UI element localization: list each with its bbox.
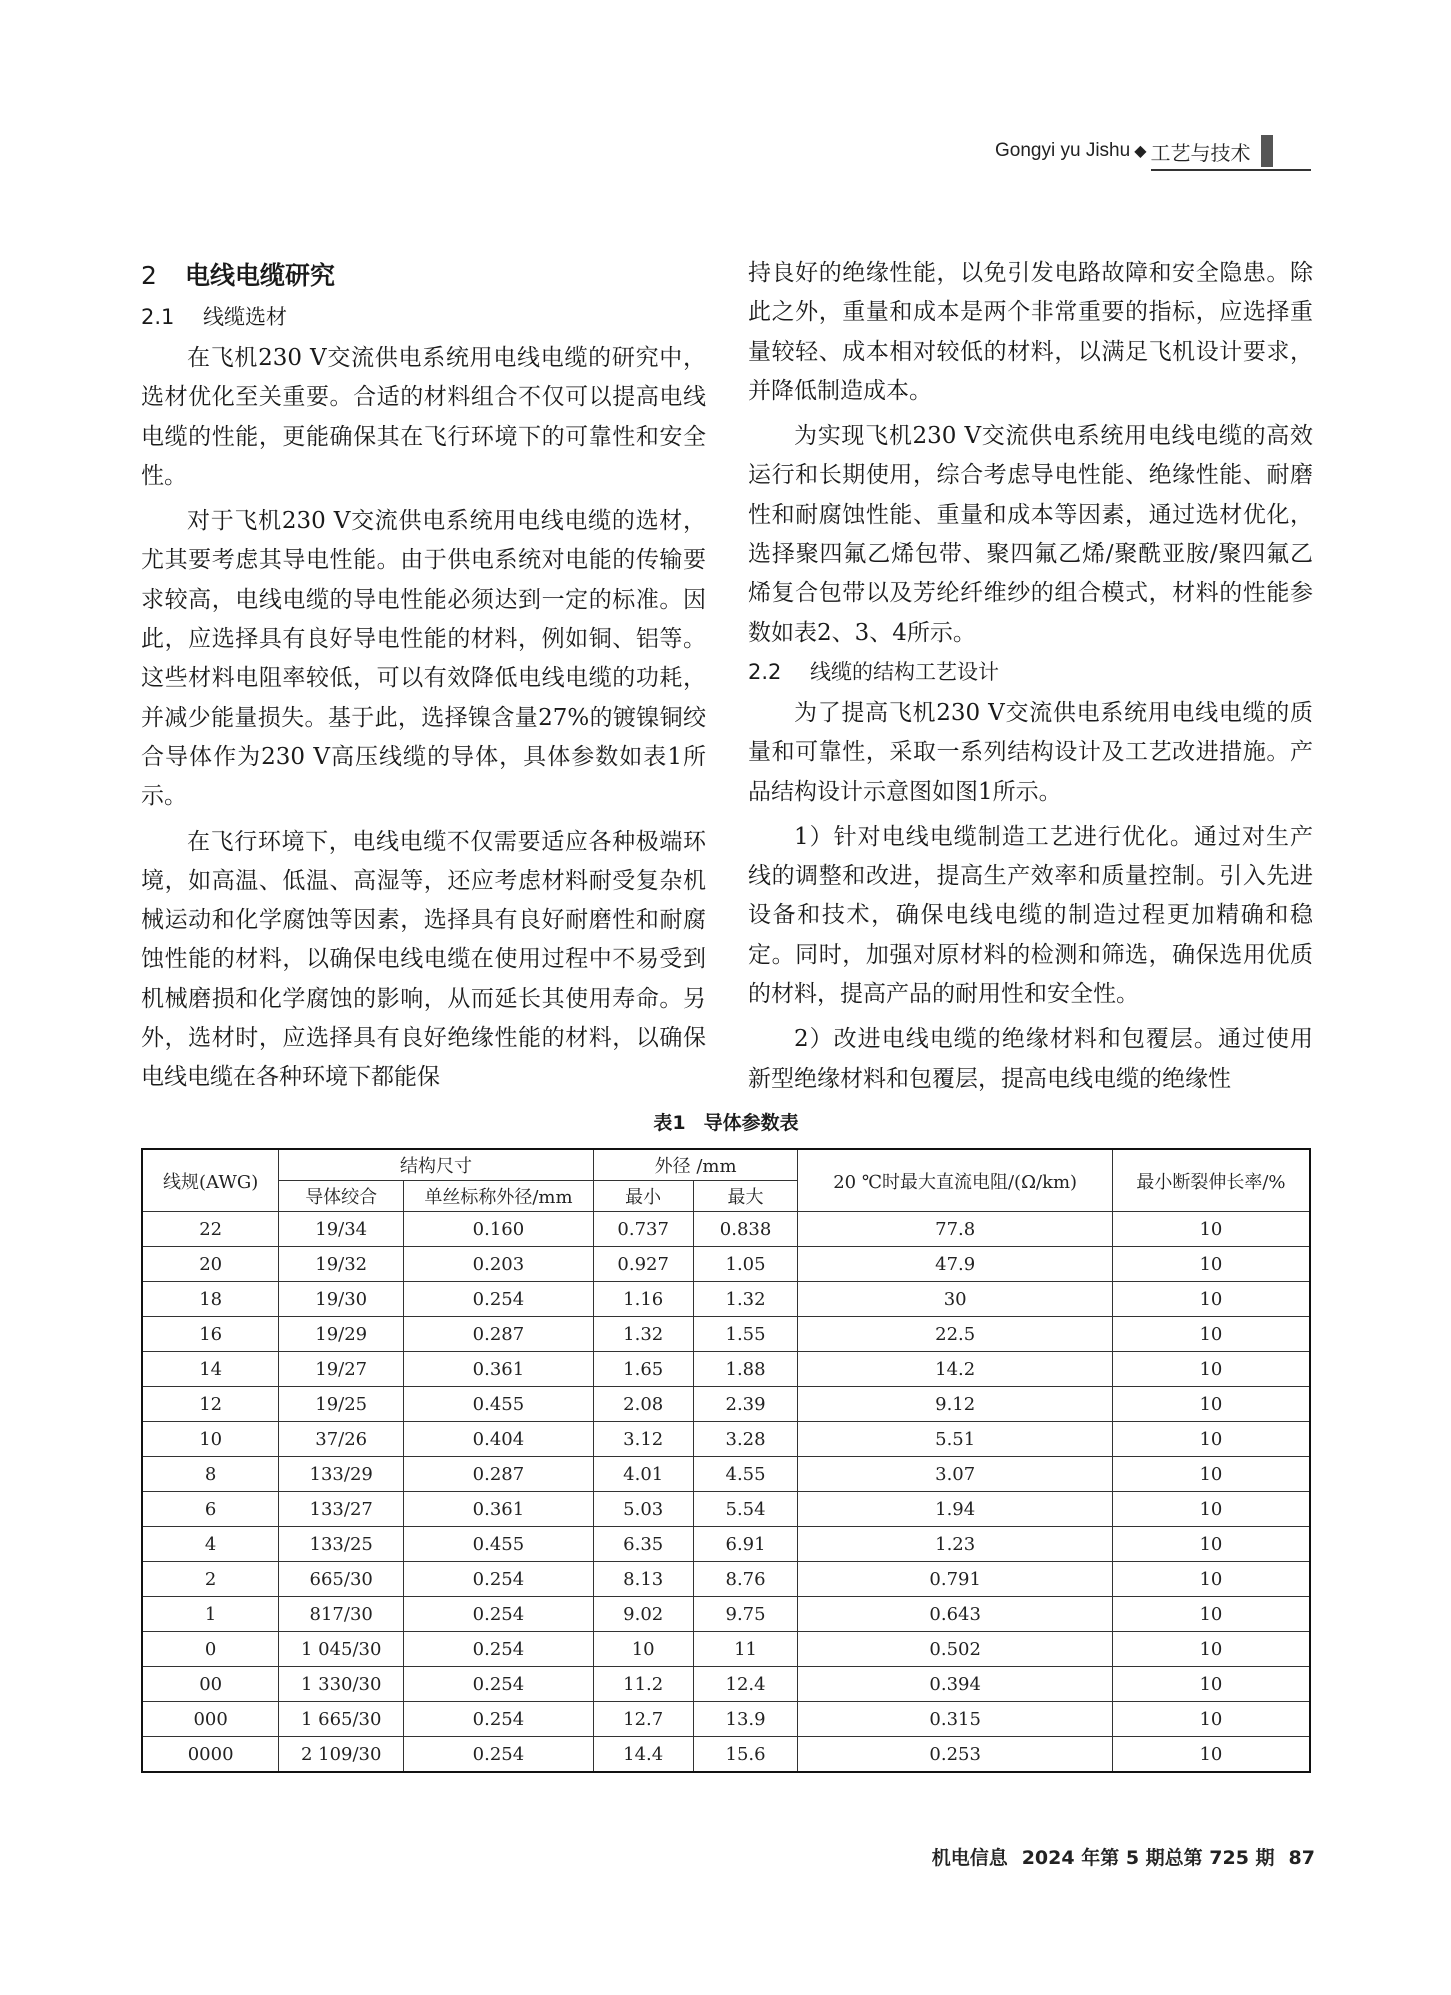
- table-cell: 0.253: [798, 1737, 1112, 1773]
- table-cell: 0.287: [404, 1317, 594, 1352]
- left-column: [141, 254, 706, 1098]
- table-cell: 5.54: [693, 1492, 798, 1527]
- table-cell: 19/29: [279, 1317, 404, 1352]
- table-row: [142, 1527, 1310, 1562]
- subsection-heading-2-1: [141, 298, 706, 337]
- table-cell: 10: [1112, 1597, 1310, 1632]
- table-cell: 10: [1112, 1737, 1310, 1773]
- table-cell: 22.5: [798, 1317, 1112, 1352]
- table-cell: 6.35: [593, 1527, 693, 1562]
- table-cell: 0.502: [798, 1632, 1112, 1667]
- table-cell: 0: [142, 1632, 279, 1667]
- table-cell: 0.455: [404, 1527, 594, 1562]
- table-cell: 14.2: [798, 1352, 1112, 1387]
- table-row: [142, 1632, 1310, 1667]
- table-cell: 9.12: [798, 1387, 1112, 1422]
- table-cell: 817/30: [279, 1597, 404, 1632]
- header-strand: 导体绞合: [279, 1181, 404, 1212]
- table-cell: 1.94: [798, 1492, 1112, 1527]
- subsection-title: 线缆的结构工艺设计: [810, 659, 999, 684]
- subsection-number: 2.2: [748, 659, 782, 684]
- section-number: 2: [141, 261, 157, 290]
- table-cell: 1: [142, 1597, 279, 1632]
- table-cell: 3.28: [693, 1422, 798, 1457]
- table-cell: 20: [142, 1247, 279, 1282]
- table-cell: 8.13: [593, 1562, 693, 1597]
- table-row: [142, 1597, 1310, 1632]
- paragraph: 在飞行环境下，电线电缆不仅需要适应各种极端环境，如高温、低温、高湿等，还应考虑材料耐受复杂机械运动和化学腐蚀等因素，选择具有良好耐磨性和耐腐蚀性能的材料，以确保电线电缆在使用过程中不易受到机械磨损和化学腐蚀的影响，从而延长其使用寿命。另外，选材时，应选择具有良好绝缘性能的材料，以确保电线电缆在各种环境下都能保: [141, 828, 706, 1091]
- right-column: [748, 254, 1313, 1099]
- table-cell: 10: [1112, 1632, 1310, 1667]
- page-footer: [880, 1843, 1315, 1870]
- table-cell: 2.08: [593, 1387, 693, 1422]
- paragraph: 2）改进电线电缆的绝缘材料和包覆层。通过使用新型绝缘材料和包覆层，提高电线电缆的绝缘性: [748, 1026, 1313, 1092]
- table-cell: 12.7: [593, 1702, 693, 1737]
- table-row: [142, 1422, 1310, 1457]
- table-cell: 0.404: [404, 1422, 594, 1457]
- table-cell: 1.88: [693, 1352, 798, 1387]
- table-cell: 0.361: [404, 1492, 594, 1527]
- table-cell: 0.394: [798, 1667, 1112, 1702]
- subsection-heading-2-2: [748, 653, 1313, 692]
- table-cell: 00: [142, 1667, 279, 1702]
- table-cell: 1.16: [593, 1282, 693, 1317]
- table-cell: 1 665/30: [279, 1702, 404, 1737]
- table-cell: 1 330/30: [279, 1667, 404, 1702]
- table-cell: 0.254: [404, 1737, 594, 1773]
- table-cell: 16: [142, 1317, 279, 1352]
- running-head-pinyin: Gongyi yu Jishu: [995, 140, 1131, 161]
- table-cell: 10: [1112, 1352, 1310, 1387]
- table-cell: 19/30: [279, 1282, 404, 1317]
- table-cell: 0.315: [798, 1702, 1112, 1737]
- table-cell: 4.55: [693, 1457, 798, 1492]
- table-cell: 000: [142, 1702, 279, 1737]
- table-cell: 10: [1112, 1317, 1310, 1352]
- table-row: [142, 1737, 1310, 1773]
- table-cell: 10: [1112, 1527, 1310, 1562]
- table-cell: 47.9: [798, 1247, 1112, 1282]
- table-cell: 10: [1112, 1387, 1310, 1422]
- table-cell: 10: [1112, 1212, 1310, 1247]
- table-cell: 10: [1112, 1422, 1310, 1457]
- table-cell: 3.07: [798, 1457, 1112, 1492]
- page-number: 87: [1288, 1847, 1315, 1869]
- table-cell: 1.32: [593, 1317, 693, 1352]
- table-cell: 12: [142, 1387, 279, 1422]
- table-cell: 10: [142, 1422, 279, 1457]
- table-cell: 18: [142, 1282, 279, 1317]
- paragraph: 持良好的绝缘性能，以免引发电路故障和安全隐患。除此之外，重量和成本是两个非常重要的指标，应选择重量较轻、成本相对较低的材料，以满足飞机设计要求，并降低制造成本。: [748, 260, 1313, 404]
- table-cell: 14: [142, 1352, 279, 1387]
- table-body: [142, 1212, 1310, 1773]
- diamond-icon: ◆: [1134, 143, 1147, 160]
- paragraph: 在飞机230 V交流供电系统用电线电缆的研究中，选材优化至关重要。合适的材料组合不仅可以提高电线电缆的性能，更能确保其在飞行环境下的可靠性和安全性。: [141, 345, 706, 489]
- header-gauge: 线规(AWG): [142, 1149, 279, 1212]
- table-cell: 0.254: [404, 1667, 594, 1702]
- table-cell: 0000: [142, 1737, 279, 1773]
- table-cell: 19/32: [279, 1247, 404, 1282]
- header-bar-mark: [1261, 135, 1273, 167]
- header-resistance: 20 ℃时最大直流电阻/(Ω/km): [798, 1149, 1112, 1212]
- table-cell: 0.791: [798, 1562, 1112, 1597]
- table-cell: 0.254: [404, 1702, 594, 1737]
- table-row: [142, 1387, 1310, 1422]
- table-cell: 0.361: [404, 1352, 594, 1387]
- table-cell: 10: [1112, 1247, 1310, 1282]
- table-cell: 19/25: [279, 1387, 404, 1422]
- table-row: [142, 1562, 1310, 1597]
- table-cell: 1.55: [693, 1317, 798, 1352]
- table-cell: 10: [1112, 1667, 1310, 1702]
- table-cell: 665/30: [279, 1562, 404, 1597]
- table-cell: 19/27: [279, 1352, 404, 1387]
- table-cell: 10: [1112, 1492, 1310, 1527]
- issue-info: 2024 年第 5 期总第 725 期: [1021, 1847, 1275, 1869]
- header-outer-diameter: 外径 /mm: [593, 1149, 798, 1181]
- table-cell: 10: [1112, 1562, 1310, 1597]
- table-cell: 0.287: [404, 1457, 594, 1492]
- table-row: [142, 1282, 1310, 1317]
- paragraph: 为了提高飞机230 V交流供电系统用电线电缆的质量和可靠性，采取一系列结构设计及工艺改进措施。产品结构设计示意图如图1所示。: [748, 699, 1313, 805]
- table-cell: 10: [1112, 1457, 1310, 1492]
- header-rule: [1151, 169, 1311, 171]
- table-cell: 10: [1112, 1702, 1310, 1737]
- paragraph: 为实现飞机230 V交流供电系统用电线电缆的高效运行和长期使用，综合考虑导电性能、绝缘性能、耐磨性和耐腐蚀性能、重量和成本等因素，通过选材优化，选择聚四氟乙烯包带、聚四氟乙烯/聚酰亚胺/聚四氟乙烯复合包带以及芳纶纤维纱的组合模式，材料的性能参数如表2、3、4所示。: [748, 423, 1313, 646]
- running-head: [995, 134, 1315, 168]
- table-cell: 1 045/30: [279, 1632, 404, 1667]
- table-cell: 8.76: [693, 1562, 798, 1597]
- table-cell: 14.4: [593, 1737, 693, 1773]
- table-cell: 0.643: [798, 1597, 1112, 1632]
- table-cell: 133/25: [279, 1527, 404, 1562]
- table-cell: 4.01: [593, 1457, 693, 1492]
- table-cell: 11: [693, 1632, 798, 1667]
- table-cell: 10: [1112, 1282, 1310, 1317]
- table-cell: 30: [798, 1282, 1112, 1317]
- journal-name: 机电信息: [931, 1847, 1008, 1869]
- paragraph: 对于飞机230 V交流供电系统用电线电缆的选材，尤其要考虑其导电性能。由于供电系统对电能的传输要求较高，电线电缆的导电性能必须达到一定的标准。因此，应选择具有良好导电性能的材料，例如铜、铝等。这些材料电阻率较低，可以有效降低电线电缆的功耗，并减少能量损失。基于此，选择镍含量27%的镀镍铜绞合导体作为230 V高压线缆的导体，具体参数如表1所示。: [141, 508, 706, 810]
- table-row: [142, 1667, 1310, 1702]
- header-wire-diameter: 单丝标称外径/mm: [404, 1181, 594, 1212]
- table-cell: 0.455: [404, 1387, 594, 1422]
- paragraph: 1）针对电线电缆制造工艺进行优化。通过对生产线的调整和改进，提高生产效率和质量控制。引入先进设备和技术，确保电线电缆的制造过程更加精确和稳定。同时，加强对原材料的检测和筛选，确保选用优质的材料，提高产品的耐用性和安全性。: [748, 823, 1313, 1008]
- table-cell: 5.51: [798, 1422, 1112, 1457]
- table-cell: 2.39: [693, 1387, 798, 1422]
- table-row: [142, 1492, 1310, 1527]
- section-heading: [141, 254, 706, 298]
- table-cell: 0.254: [404, 1562, 594, 1597]
- header-elongation: 最小断裂伸长率/%: [1112, 1149, 1310, 1212]
- header-min: 最小: [593, 1181, 693, 1212]
- table-cell: 10: [593, 1632, 693, 1667]
- table-cell: 15.6: [693, 1737, 798, 1773]
- table-row: [142, 1702, 1310, 1737]
- table-cell: 1.65: [593, 1352, 693, 1387]
- table-cell: 22: [142, 1212, 279, 1247]
- table-title: 导体参数表: [703, 1112, 799, 1134]
- table-cell: 133/27: [279, 1492, 404, 1527]
- table-cell: 5.03: [593, 1492, 693, 1527]
- table-label: 表1: [653, 1112, 686, 1134]
- table-cell: 4: [142, 1527, 279, 1562]
- table-cell: 3.12: [593, 1422, 693, 1457]
- table-cell: 0.927: [593, 1247, 693, 1282]
- table-caption: [141, 1108, 1311, 1135]
- table-cell: 9.75: [693, 1597, 798, 1632]
- table-cell: 0.254: [404, 1632, 594, 1667]
- table-cell: 12.4: [693, 1667, 798, 1702]
- table-cell: 9.02: [593, 1597, 693, 1632]
- table-cell: 0.737: [593, 1212, 693, 1247]
- table-row: [142, 1212, 1310, 1247]
- table-cell: 1.32: [693, 1282, 798, 1317]
- table-cell: 6: [142, 1492, 279, 1527]
- conductor-parameter-table: [141, 1148, 1311, 1773]
- table-cell: 11.2: [593, 1667, 693, 1702]
- subsection-title: 线缆选材: [203, 305, 287, 329]
- subsection-number: 2.1: [141, 305, 175, 329]
- table-cell: 2 109/30: [279, 1737, 404, 1773]
- table-cell: 0.160: [404, 1212, 594, 1247]
- table-cell: 0.254: [404, 1282, 594, 1317]
- table-cell: 0.838: [693, 1212, 798, 1247]
- header-max: 最大: [693, 1181, 798, 1212]
- table-row: [142, 1352, 1310, 1387]
- table-cell: 19/34: [279, 1212, 404, 1247]
- table-cell: 8: [142, 1457, 279, 1492]
- table-row: [142, 1247, 1310, 1282]
- running-head-section: 工艺与技术: [1150, 142, 1251, 165]
- table-cell: 13.9: [693, 1702, 798, 1737]
- table-row: [142, 1457, 1310, 1492]
- header-structure: 结构尺寸: [279, 1149, 593, 1181]
- table-cell: 37/26: [279, 1422, 404, 1457]
- table-row: [142, 1317, 1310, 1352]
- table-cell: 77.8: [798, 1212, 1112, 1247]
- section-title: 电线电缆研究: [185, 261, 336, 290]
- table-cell: 1.23: [798, 1527, 1112, 1562]
- table-cell: 1.05: [693, 1247, 798, 1282]
- table-cell: 6.91: [693, 1527, 798, 1562]
- table-cell: 133/29: [279, 1457, 404, 1492]
- table-cell: 0.203: [404, 1247, 594, 1282]
- table-cell: 0.254: [404, 1597, 594, 1632]
- table-cell: 2: [142, 1562, 279, 1597]
